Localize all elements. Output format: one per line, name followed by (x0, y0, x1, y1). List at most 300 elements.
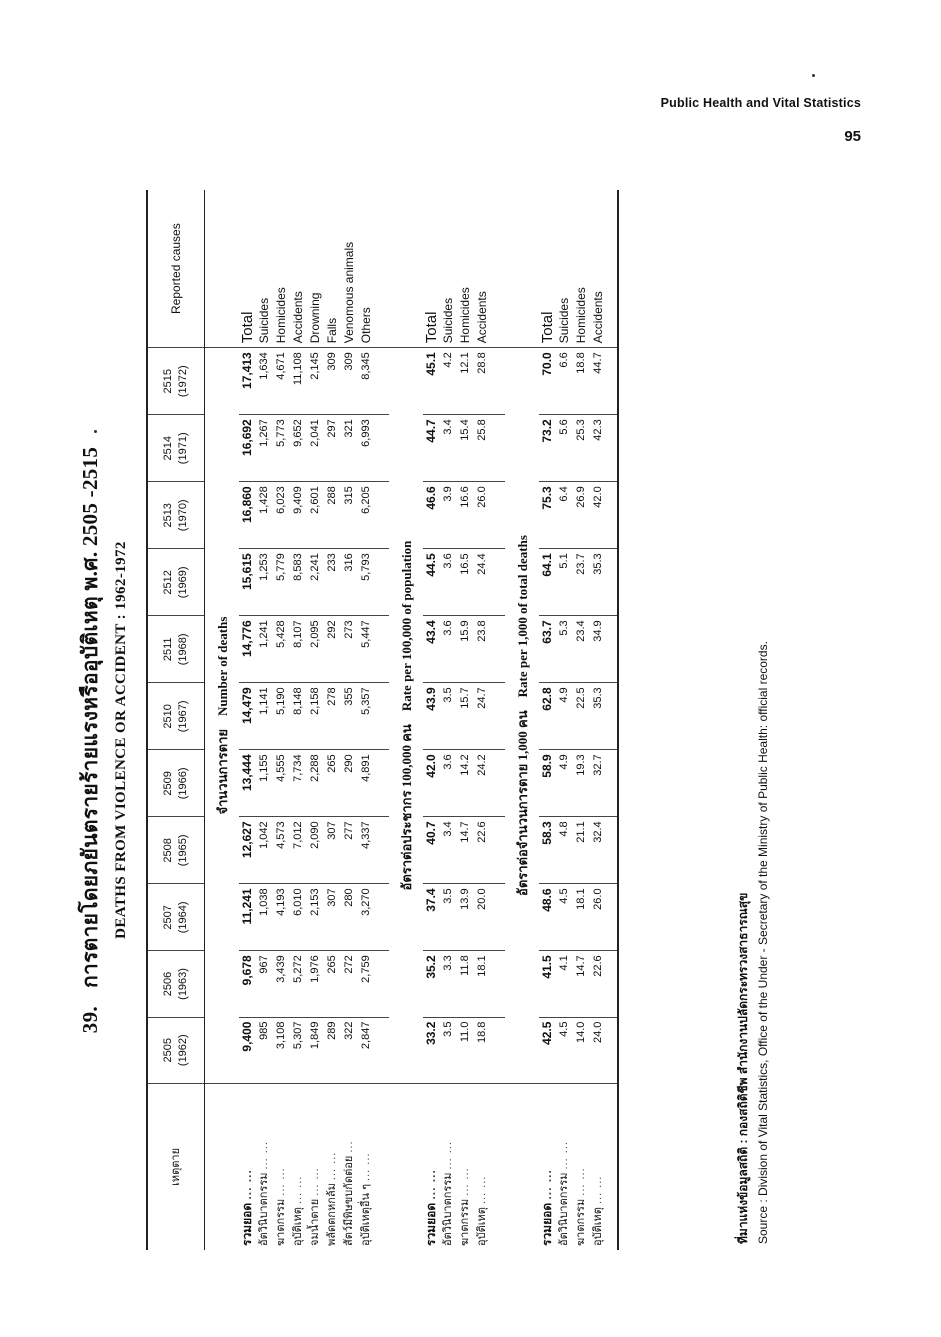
row-label-cell (539, 1083, 556, 1250)
value-cell: 18.1 (474, 951, 491, 1017)
section-title-english: Rate per 100,000 of population (398, 540, 414, 712)
value-cell: 355 (341, 683, 358, 750)
spacer-cell (491, 951, 505, 1017)
spacer-cell (375, 884, 389, 951)
value-cell: 35.2 (423, 951, 440, 1017)
year-header (147, 549, 205, 616)
value-cell: 22.6 (474, 817, 491, 884)
spacer-cell (375, 616, 389, 683)
value-cell: 9,400 (239, 1017, 256, 1083)
value-cell: 1,634 (256, 348, 273, 415)
value-cell: 5.3 (556, 616, 573, 683)
value-cell: 8,583 (290, 549, 307, 616)
row-label-cell (290, 1083, 307, 1250)
section-title (505, 348, 539, 1084)
row-label-english: Accidents (290, 190, 307, 348)
value-cell: 2,601 (307, 482, 324, 549)
table-row (573, 190, 590, 1250)
value-cell: 233 (324, 549, 341, 616)
year-ce: (1964) (177, 901, 189, 934)
value-cell: 14,479 (239, 683, 256, 750)
value-cell: 4,573 (273, 817, 290, 884)
value-cell: 4.5 (556, 1017, 573, 1083)
row-label-thai: สัตว์มีพิษขบกัดต่อย (343, 1155, 355, 1246)
value-cell: 14,776 (239, 616, 256, 683)
spacer-cell (491, 190, 505, 348)
value-cell: 289 (324, 1017, 341, 1083)
value-cell: 967 (256, 951, 273, 1017)
row-label-cell (324, 1083, 341, 1250)
row-label-english: Total (239, 190, 256, 348)
spacer-cell (491, 884, 505, 951)
value-cell: 3.5 (440, 884, 457, 951)
speck (812, 74, 815, 77)
section-header-row (505, 190, 539, 1250)
value-cell: 3.5 (440, 683, 457, 750)
leader-dots: ... ... (424, 1169, 438, 1200)
value-cell: 4,671 (273, 348, 290, 415)
table-row (539, 190, 556, 1250)
row-label-thai: พลัดตกหกล้ม (326, 1183, 338, 1246)
value-cell: 14.0 (573, 1017, 590, 1083)
value-cell: 288 (324, 482, 341, 549)
row-label-cell (590, 1083, 607, 1250)
value-cell: 26.9 (573, 482, 590, 549)
row-label-english: Homicides (457, 190, 474, 348)
spacer-cell (375, 1017, 389, 1083)
value-cell: 6.4 (556, 482, 573, 549)
year-ce: (1967) (177, 700, 189, 733)
value-cell: 3.9 (440, 482, 457, 549)
spacer-cell (607, 884, 618, 951)
value-cell: 321 (341, 415, 358, 482)
leader-dots: ... ... (592, 1175, 604, 1205)
year-header (147, 1017, 205, 1083)
spacer-cell (491, 1083, 505, 1250)
value-cell: 3,270 (358, 884, 375, 951)
value-cell: 5,428 (273, 616, 290, 683)
row-label-thai: รวมยอด (240, 1202, 254, 1246)
table-title-thai-text: การตายโดยภยันตรายร้ายแรงหรืออุบัติเหตุ พ.ศ. 2505 -2515 (78, 446, 102, 989)
spacer-cell (607, 549, 618, 616)
value-cell: 11.0 (457, 1017, 474, 1083)
spacer-cell (607, 415, 618, 482)
row-label-cell (573, 1083, 590, 1250)
spacer-cell (491, 348, 505, 415)
value-cell: 292 (324, 616, 341, 683)
year-header (147, 884, 205, 951)
value-cell: 5,190 (273, 683, 290, 750)
cause-header: Reported causes (147, 190, 205, 348)
value-cell: 2,041 (307, 415, 324, 482)
value-cell: 6,993 (358, 415, 375, 482)
value-cell: 34.9 (590, 616, 607, 683)
value-cell: 23.8 (474, 616, 491, 683)
value-cell: 32.4 (590, 817, 607, 884)
value-cell: 42.0 (590, 482, 607, 549)
value-cell: 43.9 (423, 683, 440, 750)
value-cell: 44.7 (590, 348, 607, 415)
year-ce: (1969) (177, 566, 189, 599)
table-row (273, 190, 290, 1250)
section-spacer (505, 190, 539, 348)
value-cell: 12.1 (457, 348, 474, 415)
value-cell: 5,779 (273, 549, 290, 616)
value-cell: 7,734 (290, 750, 307, 817)
section-spacer (205, 190, 240, 348)
leader-dots: ... ... (258, 1141, 270, 1170)
year-header (147, 616, 205, 683)
table-row (358, 190, 375, 1250)
value-cell: 6,023 (273, 482, 290, 549)
row-label-english: Accidents (474, 190, 491, 348)
year-ce: (1972) (177, 365, 189, 398)
value-cell: 1,038 (256, 884, 273, 951)
value-cell: 14.2 (457, 750, 474, 817)
row-label-thai: ฆาตกรรม (459, 1198, 471, 1246)
value-cell: 23.7 (573, 549, 590, 616)
value-cell: 44.7 (423, 415, 440, 482)
row-label-english: Accidents (590, 190, 607, 348)
table-row (256, 190, 273, 1250)
value-cell: 2,153 (307, 884, 324, 951)
row-label-thai: อัตวินิบาตกรรม (258, 1172, 270, 1246)
value-cell: 16,860 (239, 482, 256, 549)
value-cell: 24.4 (474, 549, 491, 616)
spacer-row (607, 190, 618, 1250)
value-cell: 11,108 (290, 348, 307, 415)
value-cell: 290 (341, 750, 358, 817)
value-cell: 5,773 (273, 415, 290, 482)
value-cell: 5,447 (358, 616, 375, 683)
value-cell: 297 (324, 415, 341, 482)
value-cell: 2,095 (307, 616, 324, 683)
row-label-cell (239, 1083, 256, 1250)
leader-dots: ... ... (240, 1169, 254, 1200)
row-label-english: Suicides (256, 190, 273, 348)
value-cell: 15.4 (457, 415, 474, 482)
spacer-cell (375, 482, 389, 549)
spacer-cell (607, 683, 618, 750)
value-cell: 48.6 (539, 884, 556, 951)
row-label-english: Homicides (273, 190, 290, 348)
value-cell: 3,439 (273, 951, 290, 1017)
value-cell: 1,267 (256, 415, 273, 482)
value-cell: 18.8 (474, 1017, 491, 1083)
leader-dots: ... ... (292, 1175, 304, 1205)
row-label-cell (457, 1083, 474, 1250)
table-row (590, 190, 607, 1250)
value-cell: 265 (324, 951, 341, 1017)
value-cell: 12,627 (239, 817, 256, 884)
spacer-cell (375, 549, 389, 616)
year-ce: (1970) (177, 499, 189, 532)
year-be: 2509 (162, 771, 174, 796)
row-label-cell (556, 1083, 573, 1250)
row-label-thai: อัตวินิบาตกรรม (442, 1172, 454, 1246)
value-cell: 307 (324, 884, 341, 951)
table-title (68, 190, 130, 1290)
section-header-row (389, 190, 423, 1250)
value-cell: 3.6 (440, 750, 457, 817)
value-cell: 4.2 (440, 348, 457, 415)
value-cell: 9,652 (290, 415, 307, 482)
spacer-cell (607, 750, 618, 817)
value-cell: 8,148 (290, 683, 307, 750)
value-cell: 6,205 (358, 482, 375, 549)
row-label-cell (273, 1083, 290, 1250)
spacer-cell (375, 1083, 389, 1250)
year-be: 2510 (162, 704, 174, 729)
row-label-thai: อุบัติเหตุอื่น ๆ (360, 1184, 372, 1246)
spacer-cell (491, 817, 505, 884)
value-cell: 309 (341, 348, 358, 415)
value-cell: 2,241 (307, 549, 324, 616)
row-label-header: เหตุตาย (147, 1083, 205, 1250)
leader-dots: ... ... (309, 1167, 321, 1196)
value-cell: 1,849 (307, 1017, 324, 1083)
table-title-english: DEATHS FROM VIOLENCE OR ACCIDENT : 1962-1972 (113, 541, 129, 939)
table-row (324, 190, 341, 1250)
row-label-thai: รวมยอด (540, 1202, 554, 1246)
value-cell: 6.6 (556, 348, 573, 415)
value-cell: 15.9 (457, 616, 474, 683)
value-cell: 3.6 (440, 616, 457, 683)
value-cell: 42.0 (423, 750, 440, 817)
spacer-cell (491, 683, 505, 750)
value-cell: 8,345 (358, 348, 375, 415)
row-label-english: Total (539, 190, 556, 348)
year-be: 2507 (162, 905, 174, 930)
table-row (423, 190, 440, 1250)
row-label-thai: ฆาตกรรม (275, 1198, 287, 1246)
value-cell: 22.6 (590, 951, 607, 1017)
row-label-thai: ฆาตกรรม (575, 1198, 587, 1246)
section-title-english: Number of deaths (214, 616, 230, 716)
row-label-english: Total (423, 190, 440, 348)
year-ce: (1962) (177, 1034, 189, 1067)
value-cell: 24.2 (474, 750, 491, 817)
year-header (147, 750, 205, 817)
value-cell: 3.4 (440, 415, 457, 482)
value-cell: 7,012 (290, 817, 307, 884)
leader-dots: ... (343, 1140, 355, 1153)
value-cell: 26.0 (590, 884, 607, 951)
value-cell: 35.3 (590, 683, 607, 750)
section-spacer (389, 190, 423, 348)
leader-dots: ... ... (558, 1141, 570, 1170)
year-header (147, 683, 205, 750)
year-ce: (1965) (177, 834, 189, 867)
spacer-cell (491, 750, 505, 817)
table-body (205, 190, 619, 1250)
row-label-thai: จมน้ำตาย (309, 1198, 321, 1246)
value-cell: 17,413 (239, 348, 256, 415)
row-label-cell (474, 1083, 491, 1250)
year-header (147, 951, 205, 1017)
spacer-cell (491, 549, 505, 616)
section-title (205, 348, 240, 1084)
value-cell: 272 (341, 951, 358, 1017)
value-cell: 2,847 (358, 1017, 375, 1083)
value-cell: 32.7 (590, 750, 607, 817)
year-ce: (1971) (177, 432, 189, 465)
year-header (147, 415, 205, 482)
row-label-thai: อุบัติเหตุ (476, 1207, 488, 1246)
value-cell: 4,193 (273, 884, 290, 951)
spacer-cell (375, 750, 389, 817)
table-row (457, 190, 474, 1250)
value-cell: 2,090 (307, 817, 324, 884)
row-label-thai: อุบัติเหตุ (292, 1207, 304, 1246)
value-cell: 18.8 (573, 348, 590, 415)
spacer-cell (607, 482, 618, 549)
source-english: Source : Division of Vital Statistics, Office of the Under - Secretary of the Ministry of Public Health: official records. (756, 641, 770, 1244)
value-cell: 4.5 (556, 884, 573, 951)
value-cell: 3.4 (440, 817, 457, 884)
value-cell: 28.8 (474, 348, 491, 415)
row-label-cell (358, 1083, 375, 1250)
section-spacer (505, 1083, 539, 1250)
table-number: 39. (78, 1006, 102, 1034)
value-cell: 5.6 (556, 415, 573, 482)
year-be: 2514 (162, 436, 174, 461)
section-spacer (205, 1083, 240, 1250)
section-title (389, 348, 423, 1084)
leader-dots: ... ... (326, 1151, 338, 1181)
value-cell: 45.1 (423, 348, 440, 415)
value-cell: 2,288 (307, 750, 324, 817)
value-cell: 316 (341, 549, 358, 616)
spacer-cell (491, 1017, 505, 1083)
value-cell: 2,759 (358, 951, 375, 1017)
row-label-thai: อัตวินิบาตกรรม (558, 1172, 570, 1246)
year-header (147, 348, 205, 415)
row-label-cell (307, 1083, 324, 1250)
value-cell: 2,158 (307, 683, 324, 750)
value-cell: 2,145 (307, 348, 324, 415)
row-label-english: Suicides (556, 190, 573, 348)
value-cell: 21.1 (573, 817, 590, 884)
year-header (147, 817, 205, 884)
spacer-cell (607, 616, 618, 683)
value-cell: 4,891 (358, 750, 375, 817)
value-cell: 1,241 (256, 616, 273, 683)
leader-dots: ... ... (360, 1152, 372, 1181)
spacer-cell (607, 951, 618, 1017)
spacer-cell (607, 1083, 618, 1250)
value-cell: 24.0 (590, 1017, 607, 1083)
value-cell: 277 (341, 817, 358, 884)
value-cell: 42.3 (590, 415, 607, 482)
row-label-cell (423, 1083, 440, 1250)
value-cell: 1,428 (256, 482, 273, 549)
value-cell: 41.5 (539, 951, 556, 1017)
value-cell: 6,010 (290, 884, 307, 951)
value-cell: 322 (341, 1017, 358, 1083)
value-cell: 3.3 (440, 951, 457, 1017)
value-cell: 25.8 (474, 415, 491, 482)
value-cell: 44.5 (423, 549, 440, 616)
row-label-english: Venomous animals (341, 190, 358, 348)
row-label-english: Drowning (307, 190, 324, 348)
section-header-row (205, 190, 240, 1250)
rotated-table-page (68, 190, 858, 1290)
spacer-cell (375, 415, 389, 482)
value-cell: 40.7 (423, 817, 440, 884)
value-cell: 46.6 (423, 482, 440, 549)
value-cell: 13.9 (457, 884, 474, 951)
year-be: 2506 (162, 971, 174, 997)
value-cell: 70.0 (539, 348, 556, 415)
section-title-thai: อัตราต่อประชากร 100,000 คน (398, 724, 414, 891)
value-cell: 16.5 (457, 549, 474, 616)
spacer-cell (375, 190, 389, 348)
value-cell: 23.4 (573, 616, 590, 683)
table-row (341, 190, 358, 1250)
table-row (556, 190, 573, 1250)
row-label-english: Others (358, 190, 375, 348)
row-label-thai: รวมยอด (424, 1202, 438, 1246)
value-cell: 42.5 (539, 1017, 556, 1083)
value-cell: 5,307 (290, 1017, 307, 1083)
value-cell: 4.9 (556, 750, 573, 817)
spacer-cell (607, 348, 618, 415)
leader-dots: ... ... (442, 1141, 454, 1170)
page-number: 95 (844, 128, 861, 145)
spacer-row (491, 190, 505, 1250)
section-spacer (389, 1083, 423, 1250)
value-cell: 11.8 (457, 951, 474, 1017)
spacer-cell (491, 482, 505, 549)
value-cell: 75.3 (539, 482, 556, 549)
value-cell: 22.5 (573, 683, 590, 750)
value-cell: 14.7 (573, 951, 590, 1017)
value-cell: 16.6 (457, 482, 474, 549)
value-cell: 62.8 (539, 683, 556, 750)
spacer-cell (607, 190, 618, 348)
value-cell: 37.4 (423, 884, 440, 951)
value-cell: 8,107 (290, 616, 307, 683)
year-be: 2505 (162, 1037, 174, 1063)
value-cell: 3,108 (273, 1017, 290, 1083)
value-cell: 1,141 (256, 683, 273, 750)
value-cell: 4.8 (556, 817, 573, 884)
section-title-thai: จำนวนการตาย (214, 729, 230, 815)
value-cell: 58.3 (539, 817, 556, 884)
value-cell: 280 (341, 884, 358, 951)
value-cell: 1,155 (256, 750, 273, 817)
table-row (239, 190, 256, 1250)
value-cell: 4.1 (556, 951, 573, 1017)
value-cell: 18.1 (573, 884, 590, 951)
year-be: 2513 (162, 503, 174, 528)
spacer-cell (375, 951, 389, 1017)
running-head: Public Health and Vital Statistics (660, 96, 861, 110)
spacer-cell (491, 415, 505, 482)
table-title-thai (74, 190, 107, 1290)
value-cell: 4,337 (358, 817, 375, 884)
value-cell: 11,241 (239, 884, 256, 951)
spacer-cell (375, 348, 389, 415)
value-cell: 26.0 (474, 482, 491, 549)
spacer-cell (491, 616, 505, 683)
value-cell: 3.5 (440, 1017, 457, 1083)
section-title-english: Rate per 1,000 of total deaths (514, 535, 530, 698)
value-cell: 273 (341, 616, 358, 683)
value-cell: 13,444 (239, 750, 256, 817)
row-label-english: Falls (324, 190, 341, 348)
